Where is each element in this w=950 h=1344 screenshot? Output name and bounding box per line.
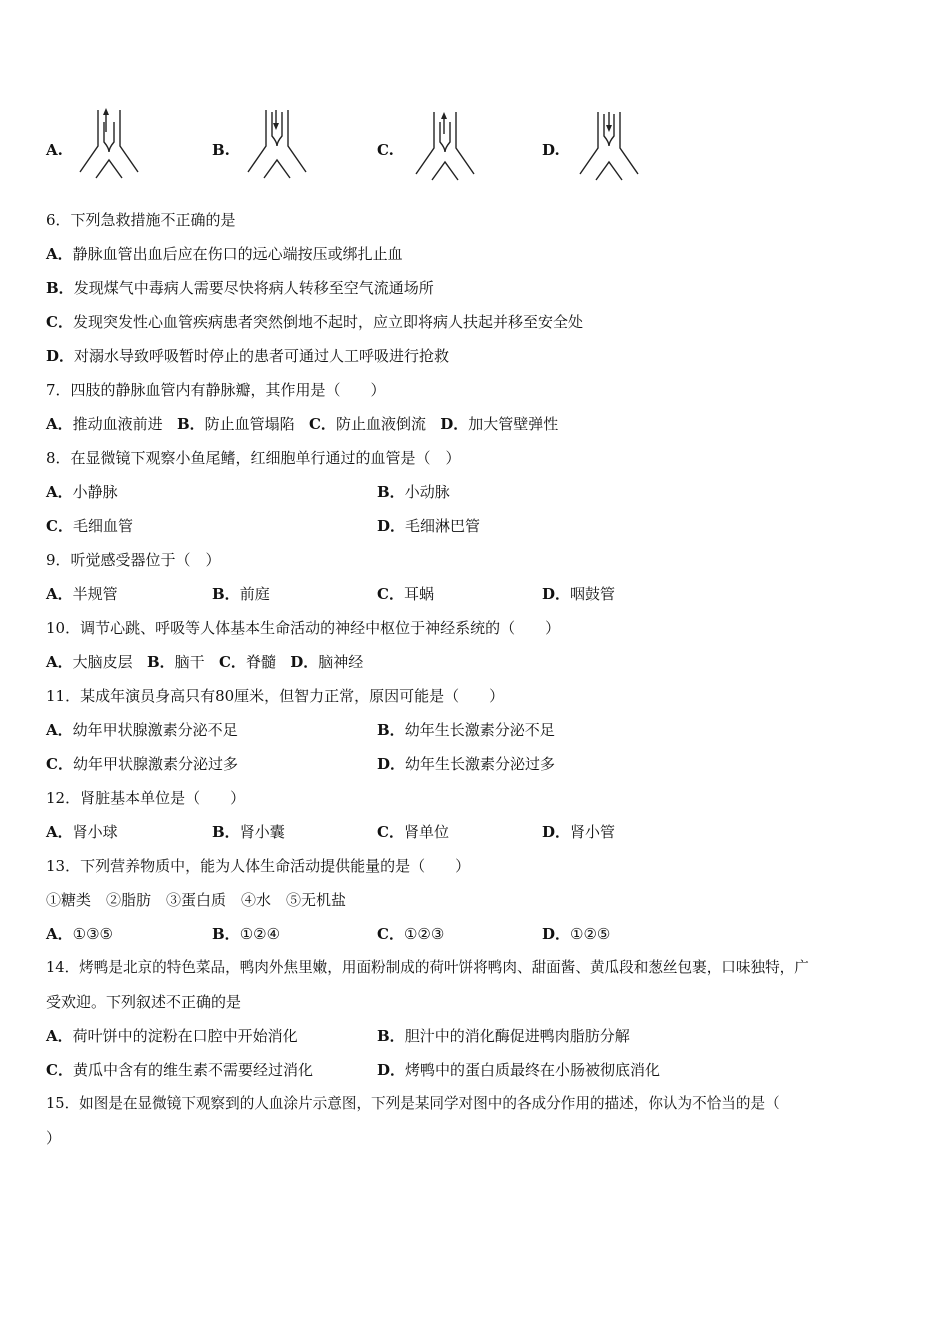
- question-15-stem-line2: ）: [46, 1129, 62, 1147]
- q6-option-b: B．发现煤气中毒病人需要尽快将病人转移至空气流通场所: [46, 279, 434, 297]
- q14-option-c: C．黄瓜中含有的维生素不需要经过消化: [46, 1061, 313, 1079]
- q12-option-b: B．肾小囊: [212, 823, 285, 841]
- question-12-stem: 12．肾脏基本单位是（ ）: [46, 789, 246, 807]
- q6-option-d: D．对溺水导致呼吸暂时停止的患者可通过人工呼吸进行抢救: [46, 347, 450, 365]
- question-10-stem: 10．调节心跳、呼吸等人体基本生命活动的神经中枢位于神经系统的（ ）: [46, 619, 561, 637]
- question-15-stem-line1: 15．如图是在显微镜下观察到的人血涂片示意图，下列是某同学对图中的各成分作用的描述，你认为不恰当的是（: [46, 1095, 780, 1112]
- option-label: D.: [542, 141, 560, 159]
- q11-option-b: B．幼年生长激素分泌不足: [377, 721, 555, 739]
- q13-option-b: B．①②④: [212, 925, 281, 943]
- q8-option-c: C．毛细血管: [46, 517, 133, 535]
- option-label: B.: [212, 141, 230, 159]
- question-14-stem-line1: 14．烤鸭是北京的特色菜品，鸭肉外焦里嫩，用面粉制成的荷叶饼将鸭肉、甜面酱、黄瓜段和葱丝包裹，口味独特，广: [46, 959, 809, 976]
- vessel-diagram-icon: [576, 104, 642, 184]
- q8-option-b: B．小动脉: [377, 483, 450, 501]
- q9-option-a: A．半规管: [46, 585, 118, 603]
- q6-option-c: C．发现突发性心血管疾病患者突然倒地不起时，应立即将病人扶起并移至安全处: [46, 313, 583, 331]
- q13-option-d: D．①②⑤: [542, 925, 611, 943]
- question-7-stem: 7．四肢的静脉血管内有静脉瓣，其作用是（ ）: [46, 381, 386, 399]
- q13-option-c: C．①②③: [377, 925, 445, 943]
- q10-options: A．大脑皮层 B．脑干 C．脊髓 D．脑神经: [46, 653, 364, 671]
- vessel-diagram-icon: [76, 102, 142, 182]
- q12-option-c: C．肾单位: [377, 823, 449, 841]
- q11-option-d: D．幼年生长激素分泌过多: [377, 755, 556, 773]
- option-label: A.: [46, 141, 63, 159]
- q14-option-b: B．胆汁中的消化酶促进鸭肉脂肪分解: [377, 1027, 630, 1045]
- question-11-stem: 11．某成年演员身高只有80厘米，但智力正常，原因可能是（ ）: [46, 687, 505, 705]
- q9-option-d: D．咽鼓管: [542, 585, 616, 603]
- q9-option-b: B．前庭: [212, 585, 270, 603]
- q6-option-a: A．静脉血管出血后应在伤口的远心端按压或绑扎止血: [46, 245, 403, 263]
- q8-option-a: A．小静脉: [46, 483, 118, 501]
- q12-option-a: A．肾小球: [46, 823, 118, 841]
- question-9-stem: 9．听觉感受器位于（ ）: [46, 551, 221, 569]
- q11-option-c: C．幼年甲状腺激素分泌过多: [46, 755, 238, 773]
- question-8-stem: 8．在显微镜下观察小鱼尾鳍，红细胞单行通过的血管是（ ）: [46, 449, 461, 467]
- vessel-diagram-icon: [412, 104, 478, 184]
- question-13-stem: 13．下列营养物质中，能为人体生命活动提供能量的是（ ）: [46, 857, 471, 875]
- q14-option-a: A．荷叶饼中的淀粉在口腔中开始消化: [46, 1027, 298, 1045]
- q8-option-d: D．毛细淋巴管: [377, 517, 481, 535]
- q13-option-a: A．①③⑤: [46, 925, 113, 943]
- q14-option-d: D．烤鸭中的蛋白质最终在小肠被彻底消化: [377, 1061, 661, 1079]
- q7-options: A．推动血液前进 B．防止血管塌陷 C．防止血液倒流 D．加大管壁弹性: [46, 415, 559, 433]
- question-14-stem-line2: 受欢迎。下列叙述不正确的是: [46, 993, 242, 1011]
- q13-items: ①糖类 ②脂肪 ③蛋白质 ④水 ⑤无机盐: [46, 891, 347, 909]
- vessel-diagram-icon: [244, 102, 310, 182]
- option-label: C.: [377, 141, 394, 159]
- q11-option-a: A．幼年甲状腺激素分泌不足: [46, 721, 238, 739]
- q9-option-c: C．耳蜗: [377, 585, 434, 603]
- question-6-stem: 6．下列急救措施不正确的是: [46, 211, 236, 229]
- q12-option-d: D．肾小管: [542, 823, 616, 841]
